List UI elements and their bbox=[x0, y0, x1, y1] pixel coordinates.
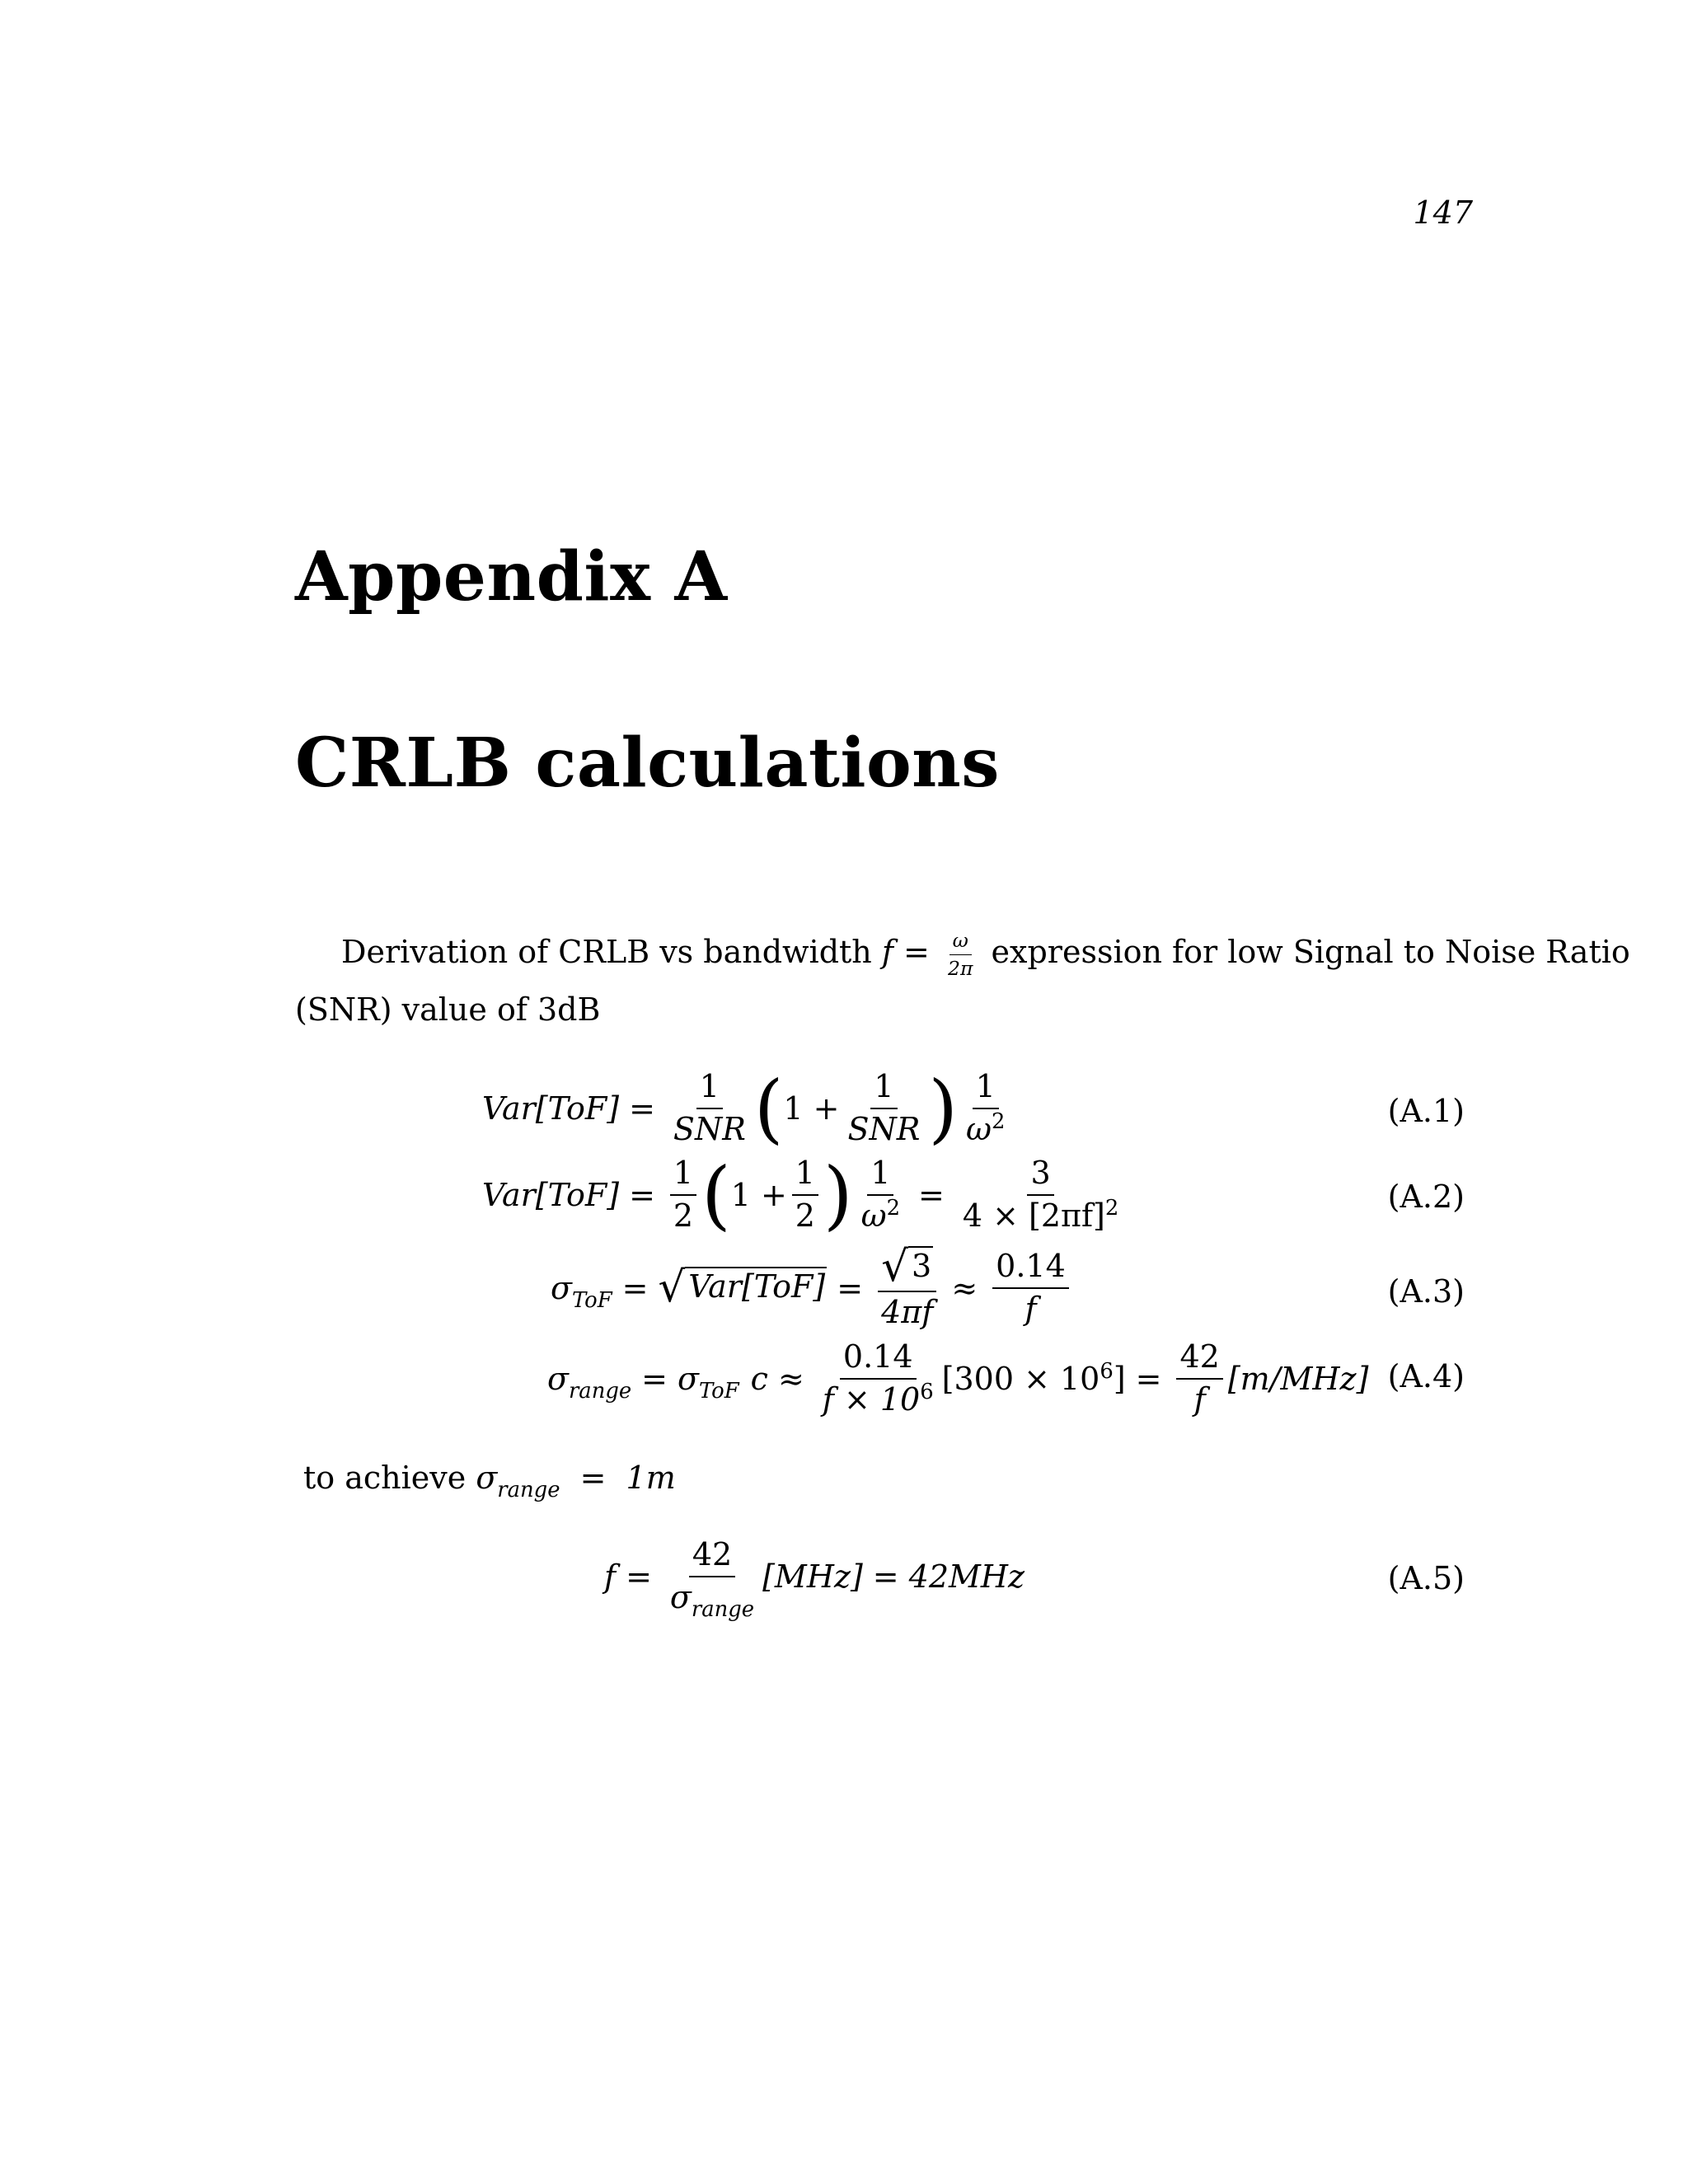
a5-frac-den bbox=[667, 1577, 757, 1622]
a3-approx: ≈ bbox=[951, 1270, 978, 1306]
a2-rparen: ) bbox=[823, 1150, 853, 1239]
a5-unit: [MHz] bbox=[762, 1558, 863, 1595]
a1-omega: ω bbox=[966, 1111, 992, 1147]
a2-omega-exp: 2 bbox=[886, 1195, 900, 1221]
intro-line-1 bbox=[341, 930, 1630, 980]
equation-a1 bbox=[482, 1063, 1013, 1154]
a4-c: c bbox=[750, 1361, 768, 1397]
a3-radical-sign: √ bbox=[658, 1263, 686, 1313]
a3-radicand: Var[ToF] bbox=[685, 1267, 827, 1309]
a1-frac-1-num: 1 bbox=[696, 1069, 723, 1109]
intro-text-1: Derivation of CRLB vs bandwidth bbox=[341, 934, 872, 971]
a5-sigma-sub: range bbox=[691, 1596, 755, 1622]
a2-frac-2-num: 1 bbox=[792, 1155, 818, 1196]
a3-sigma-sub: ToF bbox=[571, 1287, 612, 1313]
a4-unit: [m/MHz] bbox=[1227, 1361, 1369, 1397]
equation-number-a4: (A.4) bbox=[1387, 1358, 1465, 1394]
a4-frac-2-num: 42 bbox=[1176, 1339, 1222, 1380]
a1-one-plus: 1 + bbox=[783, 1090, 840, 1127]
achieve-sigma: σ bbox=[476, 1460, 498, 1496]
a2-eq-2: = bbox=[918, 1177, 945, 1213]
a5-eq-2: = bbox=[872, 1558, 899, 1595]
a3-sqrt bbox=[658, 1263, 828, 1313]
a5-frac-num: 42 bbox=[689, 1537, 735, 1577]
a2-frac-1-num: 1 bbox=[670, 1155, 696, 1196]
a4-den-text: f × 10 bbox=[822, 1381, 921, 1418]
equation-a4 bbox=[547, 1333, 1368, 1424]
equation-number-a3: (A.3) bbox=[1387, 1273, 1465, 1310]
a4-eq: = bbox=[641, 1361, 668, 1397]
a4-bracket-a: [300 × 10 bbox=[941, 1361, 1100, 1397]
equation-number-a2: (A.2) bbox=[1387, 1179, 1465, 1215]
a3-eq: = bbox=[621, 1270, 649, 1306]
a1-rparen: ) bbox=[928, 1063, 958, 1152]
a1-frac-2-num: 1 bbox=[870, 1069, 897, 1109]
intro-omega: ω bbox=[950, 930, 972, 955]
a4-sigma: σ bbox=[547, 1361, 569, 1397]
a4-frac-1-den bbox=[819, 1380, 937, 1418]
a2-frac-3 bbox=[858, 1155, 903, 1234]
equation-number-a1: (A.1) bbox=[1387, 1093, 1465, 1129]
a4-bracket-b: ] bbox=[1113, 1361, 1126, 1397]
a1-lparen: ( bbox=[753, 1063, 784, 1152]
appendix-heading: Appendix A bbox=[295, 537, 728, 616]
a2-frac-4 bbox=[959, 1155, 1122, 1234]
a3-sqrt-3 bbox=[881, 1241, 933, 1291]
a1-frac-3-num: 1 bbox=[973, 1069, 999, 1109]
achieve-line bbox=[303, 1460, 676, 1502]
a4-bracket bbox=[941, 1358, 1126, 1397]
a3-frac-1 bbox=[878, 1241, 936, 1331]
a2-lhs: Var[ToF] bbox=[482, 1177, 620, 1213]
intro-line-2: (SNR) value of 3dB bbox=[295, 991, 601, 1028]
a2-frac-4-den bbox=[959, 1196, 1122, 1235]
achieve-eq: = bbox=[579, 1460, 607, 1496]
achieve-value: 1m bbox=[626, 1460, 676, 1496]
intro-text-2: expression for low Signal to Noise Ratio bbox=[991, 934, 1630, 971]
a2-frac-2-den: 2 bbox=[795, 1197, 815, 1234]
a1-frac-1-den: SNR bbox=[673, 1111, 746, 1147]
a2-frac-1-den: 2 bbox=[673, 1197, 694, 1234]
a3-frac-2-num: 0.14 bbox=[992, 1249, 1069, 1289]
chapter-title: CRLB calculations bbox=[295, 724, 1000, 803]
a3-frac-1-num bbox=[878, 1241, 936, 1292]
a2-frac-1 bbox=[670, 1155, 696, 1234]
page-number: 147 bbox=[1413, 194, 1473, 231]
a5-sigma: σ bbox=[669, 1579, 692, 1615]
a3-eq-2: = bbox=[837, 1270, 864, 1306]
a1-frac-2 bbox=[845, 1069, 924, 1147]
a2-omega: ω bbox=[860, 1197, 887, 1234]
a1-omega-exp: 2 bbox=[992, 1108, 1006, 1134]
a5-result: 42MHz bbox=[908, 1558, 1025, 1595]
a3-sigma: σ bbox=[551, 1270, 572, 1306]
a2-frac-3-den bbox=[858, 1196, 903, 1235]
a1-frac-3 bbox=[963, 1069, 1008, 1147]
a3-radical-sign-2: √ bbox=[881, 1241, 908, 1291]
a3-three: 3 bbox=[908, 1246, 933, 1288]
a1-eq: = bbox=[629, 1090, 655, 1127]
a1-frac-1 bbox=[670, 1069, 749, 1147]
a1-lhs: Var[ToF] bbox=[482, 1090, 620, 1127]
a1-frac-2-den: SNR bbox=[847, 1111, 921, 1147]
a4-bracket-exp: 6 bbox=[1100, 1358, 1114, 1384]
a2-den-exp: 2 bbox=[1104, 1195, 1119, 1221]
a4-sigma-tof bbox=[678, 1361, 739, 1404]
intro-omega-fraction bbox=[945, 930, 976, 980]
a2-frac-2 bbox=[792, 1155, 818, 1234]
equation-a2 bbox=[482, 1150, 1127, 1240]
a3-frac-2 bbox=[992, 1249, 1069, 1327]
a4-den-exp: 6 bbox=[920, 1379, 934, 1404]
equation-number-a5: (A.5) bbox=[1387, 1560, 1465, 1596]
a2-frac-4-num: 3 bbox=[1027, 1155, 1053, 1196]
a1-frac-3-den bbox=[963, 1109, 1008, 1148]
a4-frac-1 bbox=[819, 1339, 937, 1418]
a2-frac-3-num: 1 bbox=[867, 1155, 893, 1196]
a4-sigma-sub: range bbox=[568, 1378, 632, 1404]
a4-frac-2-den: f bbox=[1193, 1381, 1206, 1418]
equation-a3 bbox=[551, 1243, 1074, 1333]
a4-sigma-2-sub: ToF bbox=[698, 1378, 739, 1404]
a3-frac-1-den: 4πf bbox=[881, 1293, 934, 1330]
a2-one-plus: 1 + bbox=[730, 1177, 787, 1213]
achieve-sigma-sub: range bbox=[497, 1477, 560, 1502]
achieve-text: to achieve bbox=[303, 1460, 467, 1496]
a4-frac-2 bbox=[1176, 1339, 1222, 1418]
a2-lparen: ( bbox=[701, 1150, 731, 1239]
a2-eq: = bbox=[629, 1177, 655, 1213]
a5-f: f bbox=[604, 1558, 617, 1595]
equation-a5 bbox=[604, 1531, 1025, 1622]
intro-eq: = bbox=[903, 934, 930, 971]
a2-den-text: 4 × [2πf] bbox=[962, 1197, 1105, 1234]
a4-frac-1-num: 0.14 bbox=[840, 1339, 917, 1380]
a5-frac bbox=[667, 1536, 757, 1622]
intro-two-pi: 2π bbox=[947, 957, 973, 981]
a3-lhs bbox=[551, 1270, 612, 1313]
a4-sigma-2: σ bbox=[678, 1361, 699, 1397]
a4-approx: ≈ bbox=[777, 1361, 804, 1397]
intro-f: f bbox=[881, 934, 893, 971]
a4-eq-2: = bbox=[1135, 1361, 1162, 1397]
a5-eq: = bbox=[626, 1558, 652, 1595]
a4-lhs bbox=[547, 1361, 632, 1404]
a3-frac-2-den: f bbox=[1025, 1291, 1037, 1327]
